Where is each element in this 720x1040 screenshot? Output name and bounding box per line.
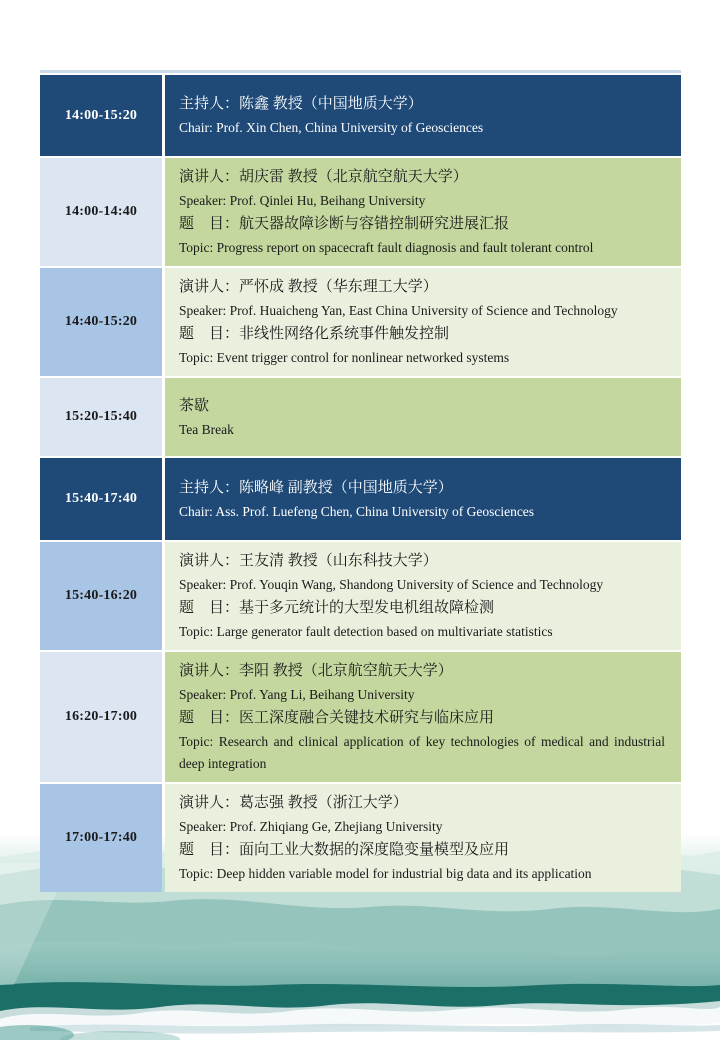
session-cell <box>165 458 681 540</box>
chair-line-cn: 主持人：陈略峰 副教授（中国地质大学） <box>179 479 453 496</box>
topic-line-en: Topic: Progress report on spacecraft fault diagnosis and fault tolerant control <box>179 240 594 255</box>
time-cell <box>40 458 162 540</box>
session-cell <box>165 378 681 456</box>
topic-line-cn: 题 目：面向工业大数据的深度隐变量模型及应用 <box>179 842 510 858</box>
speaker-line-cn: 演讲人：葛志强 教授（浙江大学） <box>179 795 408 811</box>
speaker-line-cn: 演讲人：王友清 教授（山东科技大学） <box>179 553 438 569</box>
session-row-chair-2 <box>40 458 681 540</box>
time-label: 14:00-15:20 <box>64 107 138 123</box>
speaker-line-cn: 演讲人：李阳 教授（北京航空航天大学） <box>179 663 453 679</box>
table-top-border <box>40 70 681 73</box>
time-cell <box>40 378 162 456</box>
schedule-table <box>40 70 681 892</box>
session-row-talk-1 <box>40 158 681 266</box>
topic-line-cn: 题 目：航天器故障诊断与容错控制研究进展汇报 <box>179 216 510 232</box>
time-cell <box>40 652 162 782</box>
speaker-line-en: Speaker: Prof. Huaicheng Yan, East China University of Science and Technology <box>179 303 618 318</box>
session-row-chair-1 <box>40 75 681 156</box>
time-label: 15:40-16:20 <box>64 588 138 603</box>
time-cell <box>40 158 162 266</box>
schedule-rows <box>40 75 681 892</box>
topic-line-cn: 题 目：非线性网络化系统事件触发控制 <box>179 326 450 342</box>
speaker-line-cn: 演讲人：严怀成 教授（华东理工大学） <box>179 279 438 295</box>
time-label: 15:20-15:40 <box>64 409 138 424</box>
time-label: 15:40-17:40 <box>64 491 138 506</box>
time-label: 14:00-14:40 <box>64 204 138 219</box>
break-line-cn: 茶歇 <box>179 397 210 414</box>
time-label: 17:00-17:40 <box>64 830 138 845</box>
topic-line-cn: 题 目：基于多元统计的大型发电机组故障检测 <box>179 600 495 616</box>
break-line-en: Tea Break <box>179 421 234 437</box>
session-cell <box>165 268 681 376</box>
session-cell <box>165 542 681 650</box>
session-cell <box>165 652 681 782</box>
speaker-line-en: Speaker: Prof. Youqin Wang, Shandong University of Science and Technology <box>179 577 604 592</box>
speaker-line-en: Speaker: Prof. Qinlei Hu, Beihang University <box>179 193 426 208</box>
time-label: 16:20-17:00 <box>64 709 138 724</box>
speaker-line-cn: 演讲人：胡庆雷 教授（北京航空航天大学） <box>179 169 468 185</box>
speaker-line-en: Speaker: Prof. Zhiqiang Ge, Zhejiang University <box>179 819 443 834</box>
chair-line-cn: 主持人：陈鑫 教授（中国地质大学） <box>179 96 423 112</box>
chair-line-en: Chair: Prof. Xin Chen, China University of Geosciences <box>179 120 484 135</box>
topic-line-en: Topic: Large generator fault detection based on multivariate statistics <box>179 624 553 639</box>
topic-line-cn: 题 目：医工深度融合关键技术研究与临床应用 <box>179 710 495 726</box>
session-row-talk-5 <box>40 784 681 892</box>
session-row-talk-3 <box>40 542 681 650</box>
session-cell <box>165 75 681 156</box>
session-cell <box>165 784 681 892</box>
topic-line-en: Topic: Research and clinical application of key technologies of medical and industrial deep integration <box>179 734 665 771</box>
session-cell <box>165 158 681 266</box>
session-row-talk-4 <box>40 652 681 782</box>
chair-line-en: Chair: Ass. Prof. Luefeng Chen, China University of Geosciences <box>179 503 535 519</box>
time-cell <box>40 784 162 892</box>
time-cell <box>40 75 162 156</box>
topic-line-en: Topic: Deep hidden variable model for industrial big data and its application <box>179 866 592 881</box>
session-row-talk-2 <box>40 268 681 376</box>
speaker-line-en: Speaker: Prof. Yang Li, Beihang University <box>179 687 415 702</box>
time-cell <box>40 542 162 650</box>
topic-line-en: Topic: Event trigger control for nonlinear networked systems <box>179 350 510 365</box>
time-cell <box>40 268 162 376</box>
session-row-tea-break <box>40 378 681 456</box>
time-label: 14:40-15:20 <box>64 314 138 329</box>
